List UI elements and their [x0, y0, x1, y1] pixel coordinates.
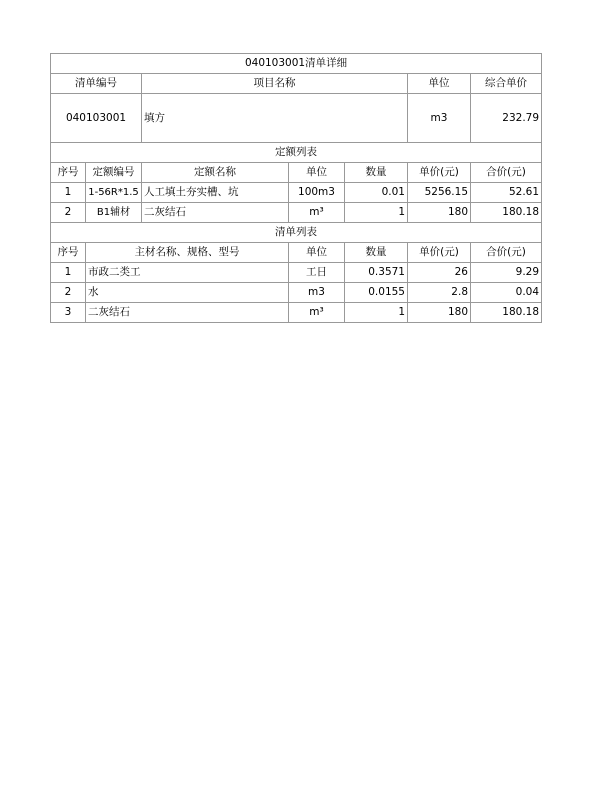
quota-qty: 0.01	[345, 183, 408, 203]
item-price: 232.79	[471, 94, 542, 143]
table-row	[51, 183, 542, 203]
list-total: 180.18	[471, 303, 542, 323]
quota-header-unit: 单位	[289, 163, 345, 183]
list-total: 9.29	[471, 263, 542, 283]
quota-unit: m³	[289, 203, 345, 223]
quota-header-code: 定额编号	[86, 163, 142, 183]
list-qty: 0.3571	[345, 263, 408, 283]
quota-total: 180.18	[471, 203, 542, 223]
list-no: 3	[51, 303, 86, 323]
list-header-qty: 数量	[345, 243, 408, 263]
table-row	[51, 203, 542, 223]
list-header-no: 序号	[51, 243, 86, 263]
list-section-title: 清单列表	[51, 223, 542, 243]
quota-code: 1-56R*1.5	[86, 183, 142, 203]
quota-header-total: 合价(元)	[471, 163, 542, 183]
header-price: 综合单价	[471, 74, 542, 94]
header-name: 项目名称	[142, 74, 408, 94]
quota-price: 5256.15	[408, 183, 471, 203]
list-unit: m³	[289, 303, 345, 323]
quota-section-title: 定额列表	[51, 143, 542, 163]
list-unit: m3	[289, 283, 345, 303]
table-row	[51, 263, 542, 283]
list-qty: 1	[345, 303, 408, 323]
item-code: 040103001	[51, 94, 142, 143]
item-name: 填方	[142, 94, 408, 143]
quota-no: 1	[51, 183, 86, 203]
list-name: 市政二类工	[86, 263, 289, 283]
quota-qty: 1	[345, 203, 408, 223]
list-header-price: 单价(元)	[408, 243, 471, 263]
item-unit: m3	[408, 94, 471, 143]
table-row	[51, 303, 542, 323]
list-no: 2	[51, 283, 86, 303]
header-code: 清单编号	[51, 74, 142, 94]
quota-name: 人工填土夯实槽、坑	[142, 183, 289, 203]
list-header-unit: 单位	[289, 243, 345, 263]
list-price: 180	[408, 303, 471, 323]
quota-header-qty: 数量	[345, 163, 408, 183]
quota-header-price: 单价(元)	[408, 163, 471, 183]
table-title: 040103001清单详细	[51, 54, 542, 74]
quota-price: 180	[408, 203, 471, 223]
list-name: 水	[86, 283, 289, 303]
list-no: 1	[51, 263, 86, 283]
list-price: 26	[408, 263, 471, 283]
list-qty: 0.0155	[345, 283, 408, 303]
quota-code: B1辅材	[86, 203, 142, 223]
quota-total: 52.61	[471, 183, 542, 203]
header-unit: 单位	[408, 74, 471, 94]
list-price: 2.8	[408, 283, 471, 303]
quota-no: 2	[51, 203, 86, 223]
list-name: 二灰结石	[86, 303, 289, 323]
list-header-name: 主材名称、规格、型号	[86, 243, 289, 263]
quota-header-name: 定额名称	[142, 163, 289, 183]
quota-header-no: 序号	[51, 163, 86, 183]
bill-detail-table	[50, 53, 542, 323]
quota-name: 二灰结石	[142, 203, 289, 223]
list-total: 0.04	[471, 283, 542, 303]
list-header-total: 合价(元)	[471, 243, 542, 263]
list-unit: 工日	[289, 263, 345, 283]
quota-unit: 100m3	[289, 183, 345, 203]
table-row	[51, 283, 542, 303]
